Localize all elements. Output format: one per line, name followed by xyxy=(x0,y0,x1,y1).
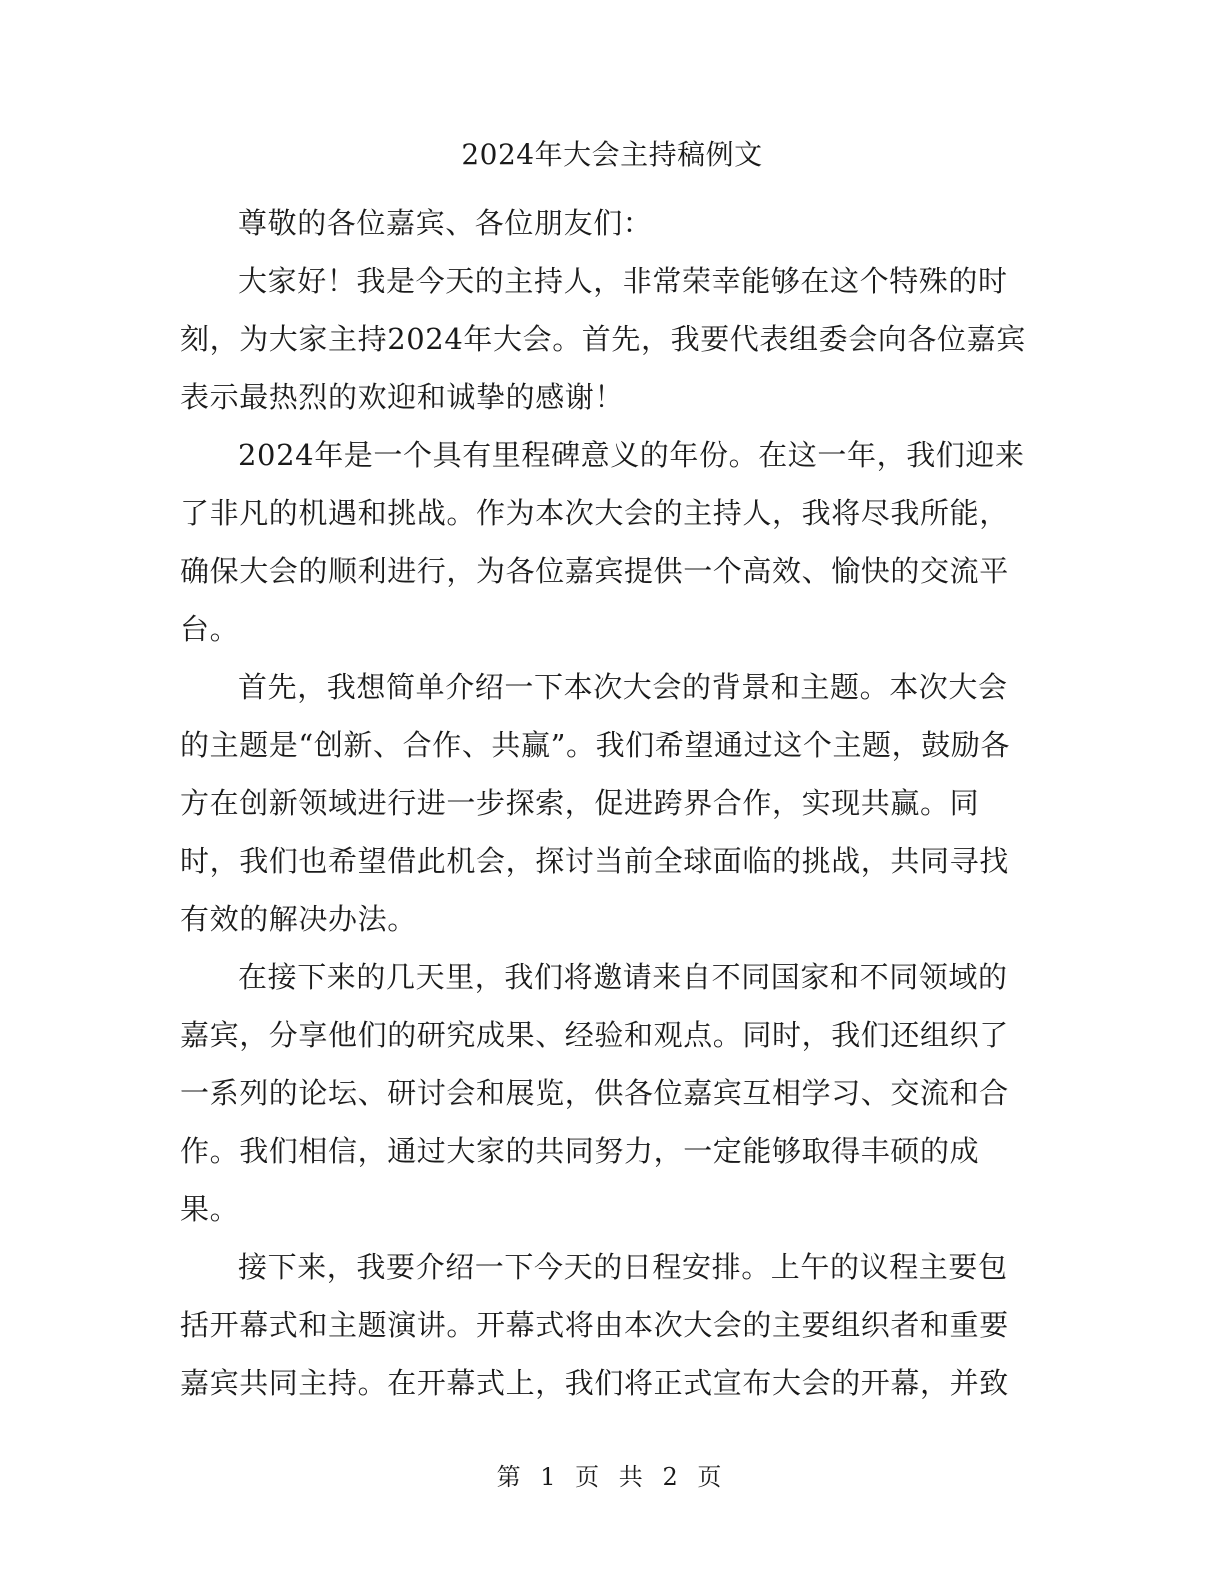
body-paragraph: 在接下来的几天里，我们将邀请来自不同国家和不同领域的嘉宾，分享他们的研究成果、经验和观点。同时，我们还组织了一系列的论坛、研讨会和展览，供各位嘉宾互相学习、交流和合作。我们相信，通过大家的共同努力，一定能够取得丰硕的成果。 xyxy=(180,960,1009,1226)
body-paragraph: 大家好！我是今天的主持人，非常荣幸能够在这个特殊的时刻，为大家主持2024年大会。首先，我要代表组委会向各位嘉宾表示最热烈的欢迎和诚挚的感谢！ xyxy=(180,264,1026,414)
page-number-footer: 第 1 页 共 2 页 xyxy=(496,1463,728,1491)
document-title: 2024年大会主持稿例文 xyxy=(461,138,763,171)
body-paragraph: 接下来，我要介绍一下今天的日程安排。上午的议程主要包括开幕式和主题演讲。开幕式将由本次大会的主要组织者和重要嘉宾共同主持。在开幕式上，我们将正式宣布大会的开幕，并致 xyxy=(180,1250,1009,1400)
body-paragraph: 2024年是一个具有里程碑意义的年份。在这一年，我们迎来了非凡的机遇和挑战。作为本次大会的主持人，我将尽我所能，确保大会的顺利进行，为各位嘉宾提供一个高效、愉快的交流平台。 xyxy=(180,438,1025,646)
body-paragraph: 首先，我想简单介绍一下本次大会的背景和主题。本次大会的主题是“创新、合作、共赢”。我们希望通过这个主题，鼓励各方在创新领域进行进一步探索，促进跨界合作，实现共赢。同时，我们也希望借此机会，探讨当前全球面临的挑战，共同寻找有效的解决办法。 xyxy=(180,670,1011,936)
greeting-paragraph: 尊敬的各位嘉宾、各位朋友们： xyxy=(238,206,653,240)
document-body xyxy=(180,194,1030,1412)
